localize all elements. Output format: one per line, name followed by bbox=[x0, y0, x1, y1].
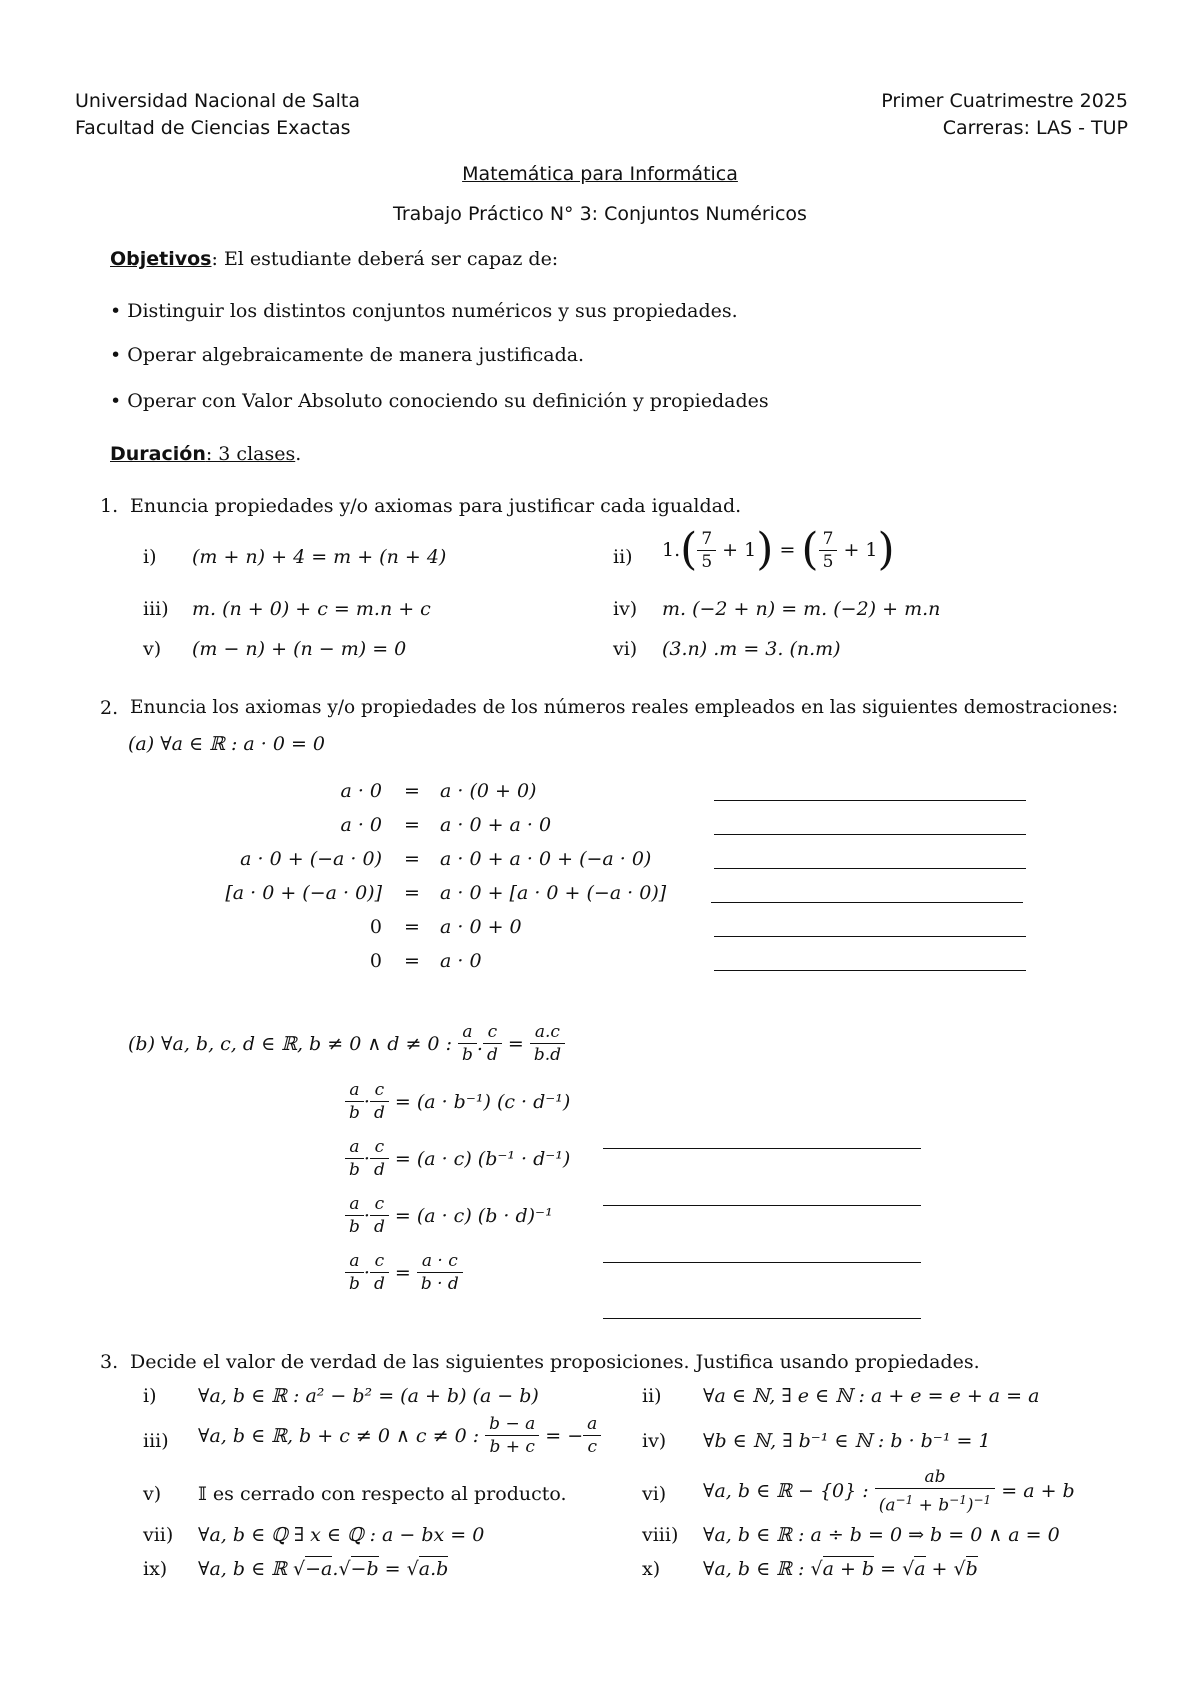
duration-line: Duración: 3 clases. bbox=[110, 443, 302, 465]
ex3-label-iii: iii) bbox=[143, 1430, 169, 1452]
ex1-number: 1. bbox=[100, 495, 119, 517]
ex1-expr-vi: (3.n) .m = 3. (n.m) bbox=[662, 638, 841, 660]
ex3-expr-x: ∀a, b ∈ ℝ : √a + b = √a + √b bbox=[703, 1558, 978, 1580]
ex2-number: 2. bbox=[100, 697, 119, 719]
answer-blank[interactable] bbox=[603, 1318, 921, 1319]
ex1-expr-ii: 1. ( $\frac{7}{5}$ + 1 ) = ( $\frac{7}{5}$ + 1 ) bbox=[662, 524, 895, 575]
ex3-statement: Decide el valor de verdad de las siguientes proposiciones. Justifica usando propiedades. bbox=[130, 1351, 980, 1373]
ex2b-title: (b) ∀a, b, c, d ∈ ℝ, b ≠ 0 ∧ d ≠ 0 : $\frac{a}{b}$ . $\frac{c}{d}$ = $\frac{a.c}{b.d}$ bbox=[128, 1022, 565, 1065]
proof-b-row: $\frac{a}{b}$ · $\frac{c}{d}$ = $\frac{a \cdot c}{b \cdot d}$ bbox=[345, 1251, 463, 1294]
objectives-line bbox=[110, 248, 558, 270]
objective-item: • Distinguir los distintos conjuntos numéricos y sus propiedades. bbox=[110, 300, 738, 322]
ex1-statement: Enuncia propiedades y/o axiomas para justificar cada igualdad. bbox=[130, 495, 742, 517]
objectives-intro: : El estudiante deberá ser capaz de: bbox=[211, 248, 559, 270]
ex3-label-ii: ii) bbox=[642, 1385, 662, 1407]
proof-a-eq: = bbox=[404, 780, 420, 802]
ex3-label-x: x) bbox=[642, 1558, 661, 1580]
practical-title: Trabajo Práctico N° 3: Conjuntos Numéricos bbox=[393, 203, 807, 225]
answer-blank[interactable] bbox=[603, 1148, 921, 1149]
ex2-statement: Enuncia los axiomas y/o propiedades de los números reales empleados en las siguientes demostraciones: bbox=[130, 697, 1119, 718]
ex1-label-iii: iii) bbox=[143, 598, 169, 620]
faculty-name: Facultad de Ciencias Exactas bbox=[75, 117, 351, 139]
objectives-label: Objetivos bbox=[110, 248, 212, 270]
proof-a-lhs: a · 0 + (−a · 0) bbox=[240, 848, 382, 870]
term: Primer Cuatrimestre 2025 bbox=[881, 90, 1128, 112]
ex3-expr-ix: ∀a, b ∈ ℝ √−a.√−b = √a.b bbox=[198, 1558, 449, 1580]
proof-b-row: $\frac{a}{b}$ · $\frac{c}{d}$ = (a · c) (b⁻¹ · d⁻¹) bbox=[345, 1137, 570, 1180]
proof-a-lhs: a · 0 bbox=[340, 814, 382, 836]
ex1-label-i: i) bbox=[143, 546, 157, 568]
answer-blank[interactable] bbox=[714, 834, 1026, 835]
proof-a-eq: = bbox=[404, 916, 420, 938]
proof-a-lhs: [a · 0 + (−a · 0)] bbox=[225, 882, 382, 904]
ex3-expr-iv: ∀b ∈ ℕ, ∃ b⁻¹ ∈ ℕ : b · b⁻¹ = 1 bbox=[703, 1430, 991, 1452]
proof-a-eq: = bbox=[404, 814, 420, 836]
objective-item: • Operar con Valor Absoluto conociendo su definición y propiedades bbox=[110, 390, 769, 412]
ex3-label-vi: vi) bbox=[642, 1483, 667, 1505]
duration-label: Duración bbox=[110, 443, 206, 465]
answer-blank[interactable] bbox=[714, 800, 1026, 801]
course-title: Matemática para Informática bbox=[462, 163, 738, 185]
ex1-label-v: v) bbox=[143, 638, 162, 660]
proof-a-eq: = bbox=[404, 882, 420, 904]
proof-a-rhs: a · 0 + a · 0 bbox=[440, 814, 552, 836]
answer-blank[interactable] bbox=[603, 1262, 921, 1263]
proof-a-lhs: 0 bbox=[369, 916, 382, 938]
answer-blank[interactable] bbox=[711, 902, 1023, 903]
ex1-expr-iv: m. (−2 + n) = m. (−2) + m.n bbox=[662, 598, 941, 620]
ex1-label-vi: vi) bbox=[613, 638, 638, 660]
duration-value: : 3 clases bbox=[205, 443, 296, 465]
ex3-label-viii: viii) bbox=[642, 1524, 679, 1546]
ex3-expr-iii: ∀a, b ∈ ℝ, b + c ≠ 0 ∧ c ≠ 0 : $\frac{b - a}{b + c}$ = − $\frac{a}{c}$ bbox=[198, 1414, 601, 1457]
ex1-expr-v: (m − n) + (n − m) = 0 bbox=[192, 638, 407, 660]
ex3-expr-i: ∀a, b ∈ ℝ : a² − b² = (a + b) (a − b) bbox=[198, 1385, 539, 1407]
answer-blank[interactable] bbox=[714, 970, 1026, 971]
proof-a-rhs: a · (0 + 0) bbox=[440, 780, 537, 802]
ex3-expr-vii: ∀a, b ∈ ℚ ∃ x ∈ ℚ : a − bx = 0 bbox=[198, 1524, 485, 1546]
ex3-label-iv: iv) bbox=[642, 1430, 667, 1452]
answer-blank[interactable] bbox=[714, 868, 1026, 869]
answer-blank[interactable] bbox=[603, 1205, 921, 1206]
university-name: Universidad Nacional de Salta bbox=[75, 90, 361, 112]
answer-blank[interactable] bbox=[714, 936, 1026, 937]
ex3-label-ix: ix) bbox=[143, 1558, 168, 1580]
ex1-expr-i: (m + n) + 4 = m + (n + 4) bbox=[192, 546, 447, 568]
ex1-label-ii: ii) bbox=[613, 546, 633, 568]
objective-item: • Operar algebraicamente de manera justificada. bbox=[110, 344, 585, 366]
ex1-expr-iii: m. (n + 0) + c = m.n + c bbox=[192, 598, 431, 620]
proof-a-rhs: a · 0 bbox=[440, 950, 482, 972]
careers: Carreras: LAS - TUP bbox=[942, 117, 1128, 139]
proof-b-row: $\frac{a}{b}$ · $\frac{c}{d}$ = (a · b⁻¹) (c · d⁻¹) bbox=[345, 1080, 570, 1123]
proof-a-rhs: a · 0 + a · 0 + (−a · 0) bbox=[440, 848, 652, 870]
ex1-label-iv: iv) bbox=[613, 598, 638, 620]
proof-a-lhs: 0 bbox=[369, 950, 382, 972]
ex2a-title: (a) ∀a ∈ ℝ : a · 0 = 0 bbox=[128, 733, 326, 755]
ex3-label-i: i) bbox=[143, 1385, 157, 1407]
proof-b-row: $\frac{a}{b}$ · $\frac{c}{d}$ = (a · c) (b · d)⁻¹ bbox=[345, 1194, 553, 1237]
ex3-expr-viii: ∀a, b ∈ ℝ : a ÷ b = 0 ⇒ b = 0 ∧ a = 0 bbox=[703, 1524, 1060, 1546]
ex3-expr-vi: ∀a, b ∈ ℝ − {0} : $\frac{ab}{(a^{-1} + b^{-1})^{-1}}$ = a + b bbox=[703, 1467, 1075, 1516]
ex3-label-vii: vii) bbox=[143, 1524, 174, 1546]
ex3-expr-v: 𝕀 es cerrado con respecto al producto. bbox=[198, 1483, 567, 1505]
proof-a-eq: = bbox=[404, 848, 420, 870]
proof-a-rhs: a · 0 + [a · 0 + (−a · 0)] bbox=[440, 882, 667, 904]
ex3-expr-ii: ∀a ∈ ℕ, ∃ e ∈ ℕ : a + e = e + a = a bbox=[703, 1385, 1040, 1407]
ex3-number: 3. bbox=[100, 1351, 119, 1373]
proof-a-eq: = bbox=[404, 950, 420, 972]
ex3-label-v: v) bbox=[143, 1483, 162, 1505]
proof-a-rhs: a · 0 + 0 bbox=[440, 916, 522, 938]
proof-a-lhs: a · 0 bbox=[340, 780, 382, 802]
